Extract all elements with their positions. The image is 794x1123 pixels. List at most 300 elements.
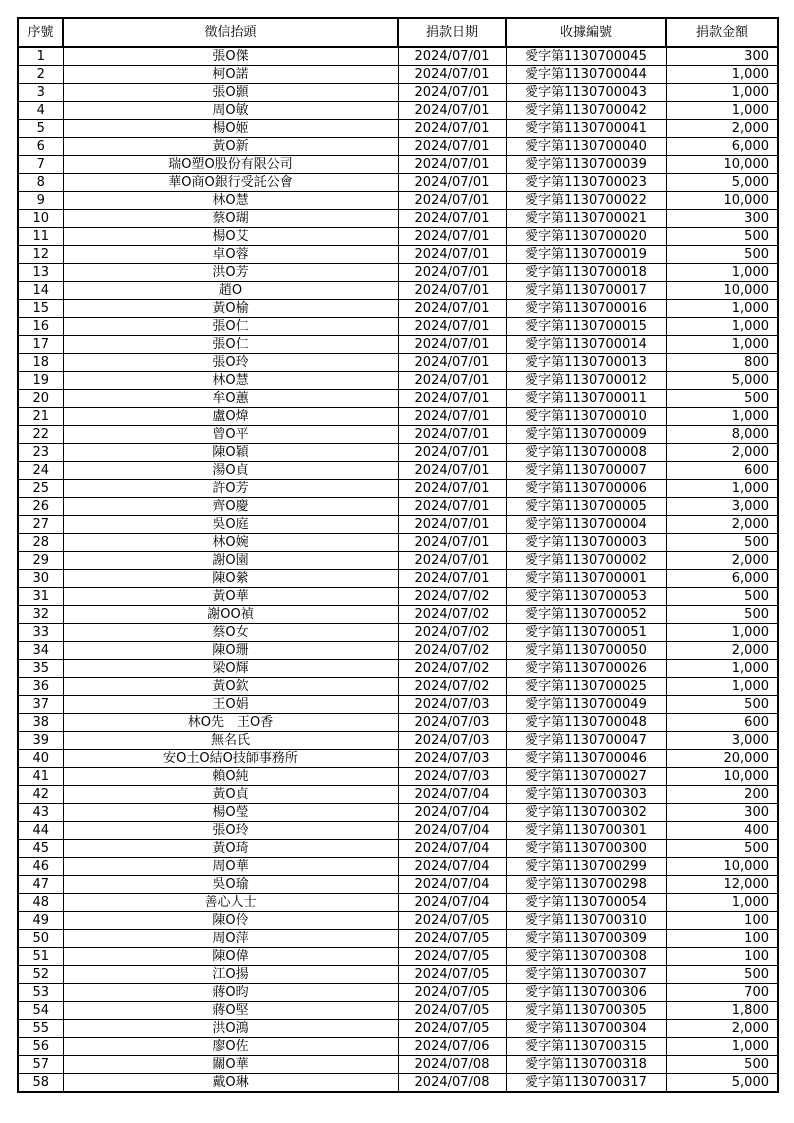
table-row — [18, 768, 778, 786]
row-amount: 500 — [666, 246, 778, 264]
table-row — [18, 984, 778, 1002]
row-receipt: 愛字第1130700014 — [506, 336, 666, 354]
row-receipt: 愛字第1130700308 — [506, 948, 666, 966]
row-date: 2024/07/08 — [398, 1074, 506, 1093]
row-amount: 5,000 — [666, 174, 778, 192]
row-seq: 51 — [18, 948, 63, 966]
row-title: 張O仁 — [63, 336, 398, 354]
row-date: 2024/07/01 — [398, 318, 506, 336]
row-title: 黃O榆 — [63, 300, 398, 318]
row-receipt: 愛字第1130700023 — [506, 174, 666, 192]
row-seq: 39 — [18, 732, 63, 750]
row-date: 2024/07/03 — [398, 714, 506, 732]
row-date: 2024/07/01 — [398, 246, 506, 264]
table-row — [18, 516, 778, 534]
row-title: 吳O瑜 — [63, 876, 398, 894]
row-seq: 55 — [18, 1020, 63, 1038]
row-date: 2024/07/01 — [398, 462, 506, 480]
row-amount: 500 — [666, 228, 778, 246]
row-seq: 44 — [18, 822, 63, 840]
table-row — [18, 174, 778, 192]
table-row — [18, 570, 778, 588]
row-seq: 7 — [18, 156, 63, 174]
row-amount: 1,000 — [666, 336, 778, 354]
table-row — [18, 480, 778, 498]
row-seq: 19 — [18, 372, 63, 390]
table-row — [18, 390, 778, 408]
row-amount: 1,000 — [666, 300, 778, 318]
row-amount: 2,000 — [666, 642, 778, 660]
row-seq: 23 — [18, 444, 63, 462]
row-seq: 12 — [18, 246, 63, 264]
table-row — [18, 300, 778, 318]
row-amount: 1,000 — [666, 480, 778, 498]
table-row — [18, 372, 778, 390]
row-receipt: 愛字第1130700045 — [506, 47, 666, 66]
row-amount: 3,000 — [666, 498, 778, 516]
row-seq: 53 — [18, 984, 63, 1002]
row-seq: 10 — [18, 210, 63, 228]
row-amount: 500 — [666, 1056, 778, 1074]
row-date: 2024/07/02 — [398, 660, 506, 678]
row-receipt: 愛字第1130700018 — [506, 264, 666, 282]
table-row — [18, 588, 778, 606]
row-date: 2024/07/02 — [398, 624, 506, 642]
row-amount: 500 — [666, 840, 778, 858]
row-title: 謝O園 — [63, 552, 398, 570]
row-receipt: 愛字第1130700026 — [506, 660, 666, 678]
row-date: 2024/07/01 — [398, 84, 506, 102]
row-date: 2024/07/08 — [398, 1056, 506, 1074]
table-row — [18, 552, 778, 570]
row-date: 2024/07/01 — [398, 390, 506, 408]
row-seq: 42 — [18, 786, 63, 804]
row-title: 蔣O堅 — [63, 1002, 398, 1020]
row-date: 2024/07/03 — [398, 732, 506, 750]
row-seq: 16 — [18, 318, 63, 336]
row-date: 2024/07/02 — [398, 678, 506, 696]
donation-table — [17, 17, 779, 1093]
row-receipt: 愛字第1130700020 — [506, 228, 666, 246]
table-row — [18, 282, 778, 300]
row-receipt: 愛字第1130700016 — [506, 300, 666, 318]
row-receipt: 愛字第1130700301 — [506, 822, 666, 840]
row-receipt: 愛字第1130700302 — [506, 804, 666, 822]
row-date: 2024/07/03 — [398, 750, 506, 768]
row-amount: 1,000 — [666, 84, 778, 102]
row-seq: 2 — [18, 66, 63, 84]
row-seq: 47 — [18, 876, 63, 894]
row-date: 2024/07/05 — [398, 966, 506, 984]
row-date: 2024/07/01 — [398, 570, 506, 588]
table-row — [18, 840, 778, 858]
row-receipt: 愛字第1130700042 — [506, 102, 666, 120]
row-amount: 500 — [666, 390, 778, 408]
row-date: 2024/07/01 — [398, 66, 506, 84]
row-title: 華O商O銀行受託公會 — [63, 174, 398, 192]
row-title: 楊O艾 — [63, 228, 398, 246]
row-title: 廖O佐 — [63, 1038, 398, 1056]
row-seq: 27 — [18, 516, 63, 534]
row-amount: 10,000 — [666, 768, 778, 786]
row-receipt: 愛字第1130700298 — [506, 876, 666, 894]
row-amount: 1,000 — [666, 1038, 778, 1056]
row-title: 安O土O結O技師事務所 — [63, 750, 398, 768]
row-title: 林O婉 — [63, 534, 398, 552]
row-date: 2024/07/01 — [398, 498, 506, 516]
row-amount: 100 — [666, 912, 778, 930]
row-seq: 38 — [18, 714, 63, 732]
row-receipt: 愛字第1130700310 — [506, 912, 666, 930]
row-seq: 1 — [18, 47, 63, 66]
table-row — [18, 47, 778, 66]
row-receipt: 愛字第1130700315 — [506, 1038, 666, 1056]
row-seq: 28 — [18, 534, 63, 552]
row-date: 2024/07/01 — [398, 210, 506, 228]
row-receipt: 愛字第1130700001 — [506, 570, 666, 588]
row-title: 許O芳 — [63, 480, 398, 498]
row-title: 陳O穎 — [63, 444, 398, 462]
row-receipt: 愛字第1130700307 — [506, 966, 666, 984]
row-seq: 46 — [18, 858, 63, 876]
table-row — [18, 444, 778, 462]
table-row — [18, 192, 778, 210]
row-title: 黃O欽 — [63, 678, 398, 696]
table-row — [18, 84, 778, 102]
row-title: 謝OO禎 — [63, 606, 398, 624]
row-amount: 8,000 — [666, 426, 778, 444]
row-seq: 49 — [18, 912, 63, 930]
row-seq: 54 — [18, 1002, 63, 1020]
row-date: 2024/07/01 — [398, 138, 506, 156]
row-receipt: 愛字第1130700051 — [506, 624, 666, 642]
row-date: 2024/07/05 — [398, 912, 506, 930]
row-title: 張O玲 — [63, 354, 398, 372]
table-row — [18, 624, 778, 642]
row-receipt: 愛字第1130700039 — [506, 156, 666, 174]
row-title: 洪O鴻 — [63, 1020, 398, 1038]
row-title: 周O萍 — [63, 930, 398, 948]
row-title: 張O玲 — [63, 822, 398, 840]
row-receipt: 愛字第1130700050 — [506, 642, 666, 660]
row-date: 2024/07/05 — [398, 948, 506, 966]
table-row — [18, 408, 778, 426]
table-row — [18, 948, 778, 966]
row-receipt: 愛字第1130700299 — [506, 858, 666, 876]
row-date: 2024/07/03 — [398, 696, 506, 714]
row-title: 林O慧 — [63, 372, 398, 390]
row-date: 2024/07/01 — [398, 47, 506, 66]
row-receipt: 愛字第1130700318 — [506, 1056, 666, 1074]
row-date: 2024/07/04 — [398, 858, 506, 876]
row-amount: 600 — [666, 714, 778, 732]
row-title: 柯O諾 — [63, 66, 398, 84]
row-amount: 1,000 — [666, 624, 778, 642]
row-amount: 6,000 — [666, 138, 778, 156]
row-amount: 12,000 — [666, 876, 778, 894]
row-date: 2024/07/01 — [398, 534, 506, 552]
row-date: 2024/07/01 — [398, 228, 506, 246]
row-amount: 5,000 — [666, 372, 778, 390]
table-row — [18, 1074, 778, 1093]
table-row — [18, 1020, 778, 1038]
row-receipt: 愛字第1130700002 — [506, 552, 666, 570]
table-row — [18, 426, 778, 444]
table-row — [18, 822, 778, 840]
row-seq: 56 — [18, 1038, 63, 1056]
row-receipt: 愛字第1130700048 — [506, 714, 666, 732]
header-title: 徵信抬頭 — [63, 18, 398, 47]
row-title: 黃O琦 — [63, 840, 398, 858]
row-receipt: 愛字第1130700025 — [506, 678, 666, 696]
row-date: 2024/07/04 — [398, 894, 506, 912]
row-date: 2024/07/01 — [398, 174, 506, 192]
row-date: 2024/07/01 — [398, 444, 506, 462]
row-amount: 1,000 — [666, 660, 778, 678]
row-amount: 10,000 — [666, 192, 778, 210]
row-seq: 9 — [18, 192, 63, 210]
row-date: 2024/07/04 — [398, 786, 506, 804]
table-row — [18, 804, 778, 822]
header-date: 捐款日期 — [398, 18, 506, 47]
row-seq: 58 — [18, 1074, 63, 1093]
row-title: 蔣O昀 — [63, 984, 398, 1002]
row-title: 蔡O瑚 — [63, 210, 398, 228]
row-amount: 500 — [666, 966, 778, 984]
row-date: 2024/07/01 — [398, 408, 506, 426]
header-row — [18, 18, 778, 47]
row-date: 2024/07/01 — [398, 264, 506, 282]
row-date: 2024/07/02 — [398, 588, 506, 606]
row-receipt: 愛字第1130700040 — [506, 138, 666, 156]
row-receipt: 愛字第1130700008 — [506, 444, 666, 462]
row-date: 2024/07/01 — [398, 120, 506, 138]
row-amount: 1,000 — [666, 894, 778, 912]
row-date: 2024/07/03 — [398, 768, 506, 786]
row-date: 2024/07/05 — [398, 930, 506, 948]
row-receipt: 愛字第1130700021 — [506, 210, 666, 228]
row-title: 張O仁 — [63, 318, 398, 336]
row-amount: 300 — [666, 210, 778, 228]
row-seq: 45 — [18, 840, 63, 858]
row-seq: 35 — [18, 660, 63, 678]
row-title: 黃O新 — [63, 138, 398, 156]
table-row — [18, 696, 778, 714]
row-receipt: 愛字第1130700047 — [506, 732, 666, 750]
row-receipt: 愛字第1130700019 — [506, 246, 666, 264]
row-title: 陳O縈 — [63, 570, 398, 588]
header-amount: 捐款金額 — [666, 18, 778, 47]
row-seq: 18 — [18, 354, 63, 372]
row-title: 王O娟 — [63, 696, 398, 714]
table-row — [18, 678, 778, 696]
table-row — [18, 156, 778, 174]
row-title: 楊O瑩 — [63, 804, 398, 822]
row-seq: 33 — [18, 624, 63, 642]
row-title: 蔡O女 — [63, 624, 398, 642]
row-date: 2024/07/01 — [398, 192, 506, 210]
row-seq: 52 — [18, 966, 63, 984]
row-receipt: 愛字第1130700303 — [506, 786, 666, 804]
table-row — [18, 498, 778, 516]
row-date: 2024/07/01 — [398, 102, 506, 120]
row-receipt: 愛字第1130700004 — [506, 516, 666, 534]
row-receipt: 愛字第1130700306 — [506, 984, 666, 1002]
row-title: 周O華 — [63, 858, 398, 876]
row-date: 2024/07/01 — [398, 372, 506, 390]
header-seq: 序號 — [18, 18, 63, 47]
row-date: 2024/07/01 — [398, 156, 506, 174]
row-receipt: 愛字第1130700010 — [506, 408, 666, 426]
row-receipt: 愛字第1130700006 — [506, 480, 666, 498]
row-seq: 21 — [18, 408, 63, 426]
row-seq: 41 — [18, 768, 63, 786]
row-seq: 20 — [18, 390, 63, 408]
row-amount: 100 — [666, 948, 778, 966]
row-seq: 31 — [18, 588, 63, 606]
row-title: 瑞O塑O股份有限公司 — [63, 156, 398, 174]
row-receipt: 愛字第1130700011 — [506, 390, 666, 408]
row-title: 張O傑 — [63, 47, 398, 66]
row-date: 2024/07/04 — [398, 822, 506, 840]
row-seq: 8 — [18, 174, 63, 192]
row-seq: 6 — [18, 138, 63, 156]
row-receipt: 愛字第1130700046 — [506, 750, 666, 768]
row-seq: 30 — [18, 570, 63, 588]
row-title: 關O華 — [63, 1056, 398, 1074]
table-row — [18, 120, 778, 138]
row-amount: 2,000 — [666, 444, 778, 462]
table-row — [18, 462, 778, 480]
table-row — [18, 894, 778, 912]
row-receipt: 愛字第1130700003 — [506, 534, 666, 552]
row-seq: 24 — [18, 462, 63, 480]
row-title: 張O顥 — [63, 84, 398, 102]
row-title: 吳O庭 — [63, 516, 398, 534]
row-seq: 40 — [18, 750, 63, 768]
row-amount: 500 — [666, 606, 778, 624]
row-title: 林O慧 — [63, 192, 398, 210]
row-seq: 3 — [18, 84, 63, 102]
row-title: 黃O華 — [63, 588, 398, 606]
table-row — [18, 660, 778, 678]
row-title: 周O敏 — [63, 102, 398, 120]
row-receipt: 愛字第1130700049 — [506, 696, 666, 714]
table-row — [18, 642, 778, 660]
row-receipt: 愛字第1130700044 — [506, 66, 666, 84]
row-amount: 1,000 — [666, 264, 778, 282]
row-amount: 10,000 — [666, 156, 778, 174]
row-seq: 29 — [18, 552, 63, 570]
row-title: 無名氏 — [63, 732, 398, 750]
table-row — [18, 228, 778, 246]
row-seq: 4 — [18, 102, 63, 120]
row-amount: 3,000 — [666, 732, 778, 750]
row-amount: 800 — [666, 354, 778, 372]
row-amount: 2,000 — [666, 1020, 778, 1038]
table-row — [18, 876, 778, 894]
row-receipt: 愛字第1130700015 — [506, 318, 666, 336]
row-receipt: 愛字第1130700052 — [506, 606, 666, 624]
table-row — [18, 1038, 778, 1056]
table-row — [18, 66, 778, 84]
table-row — [18, 102, 778, 120]
table-row — [18, 1002, 778, 1020]
table-row — [18, 858, 778, 876]
row-amount: 10,000 — [666, 282, 778, 300]
row-date: 2024/07/02 — [398, 642, 506, 660]
row-title: 黃O貞 — [63, 786, 398, 804]
row-amount: 2,000 — [666, 552, 778, 570]
row-amount: 2,000 — [666, 120, 778, 138]
row-title: 善心人士 — [63, 894, 398, 912]
row-seq: 37 — [18, 696, 63, 714]
row-date: 2024/07/01 — [398, 282, 506, 300]
row-date: 2024/07/01 — [398, 300, 506, 318]
row-title: 梁O輝 — [63, 660, 398, 678]
row-receipt: 愛字第1130700300 — [506, 840, 666, 858]
row-amount: 1,000 — [666, 408, 778, 426]
row-receipt: 愛字第1130700305 — [506, 1002, 666, 1020]
row-title: 陳O珊 — [63, 642, 398, 660]
row-seq: 32 — [18, 606, 63, 624]
table-row — [18, 714, 778, 732]
row-amount: 1,000 — [666, 318, 778, 336]
row-title: 湯O貞 — [63, 462, 398, 480]
row-receipt: 愛字第1130700304 — [506, 1020, 666, 1038]
row-title: 江O揚 — [63, 966, 398, 984]
table-row — [18, 138, 778, 156]
row-title: 曾O平 — [63, 426, 398, 444]
row-title: 牟O蕙 — [63, 390, 398, 408]
row-date: 2024/07/01 — [398, 552, 506, 570]
row-amount: 100 — [666, 930, 778, 948]
row-receipt: 愛字第1130700022 — [506, 192, 666, 210]
row-date: 2024/07/04 — [398, 840, 506, 858]
row-seq: 36 — [18, 678, 63, 696]
table-row — [18, 912, 778, 930]
row-date: 2024/07/05 — [398, 984, 506, 1002]
row-amount: 1,000 — [666, 102, 778, 120]
table-header — [18, 18, 778, 47]
table-row — [18, 336, 778, 354]
table-row — [18, 534, 778, 552]
table-row — [18, 264, 778, 282]
row-amount: 600 — [666, 462, 778, 480]
row-date: 2024/07/01 — [398, 354, 506, 372]
row-amount: 300 — [666, 47, 778, 66]
row-date: 2024/07/04 — [398, 804, 506, 822]
row-title: 戴O琳 — [63, 1074, 398, 1093]
row-amount: 1,000 — [666, 678, 778, 696]
row-seq: 11 — [18, 228, 63, 246]
row-amount: 2,000 — [666, 516, 778, 534]
row-date: 2024/07/01 — [398, 336, 506, 354]
row-title: 卓O蓉 — [63, 246, 398, 264]
row-receipt: 愛字第1130700017 — [506, 282, 666, 300]
table-row — [18, 786, 778, 804]
row-seq: 17 — [18, 336, 63, 354]
row-title: 盧O煒 — [63, 408, 398, 426]
table-row — [18, 930, 778, 948]
row-seq: 14 — [18, 282, 63, 300]
row-receipt: 愛字第1130700027 — [506, 768, 666, 786]
table-row — [18, 750, 778, 768]
row-date: 2024/07/01 — [398, 516, 506, 534]
row-amount: 200 — [666, 786, 778, 804]
row-receipt: 愛字第1130700309 — [506, 930, 666, 948]
row-title: 趙O — [63, 282, 398, 300]
